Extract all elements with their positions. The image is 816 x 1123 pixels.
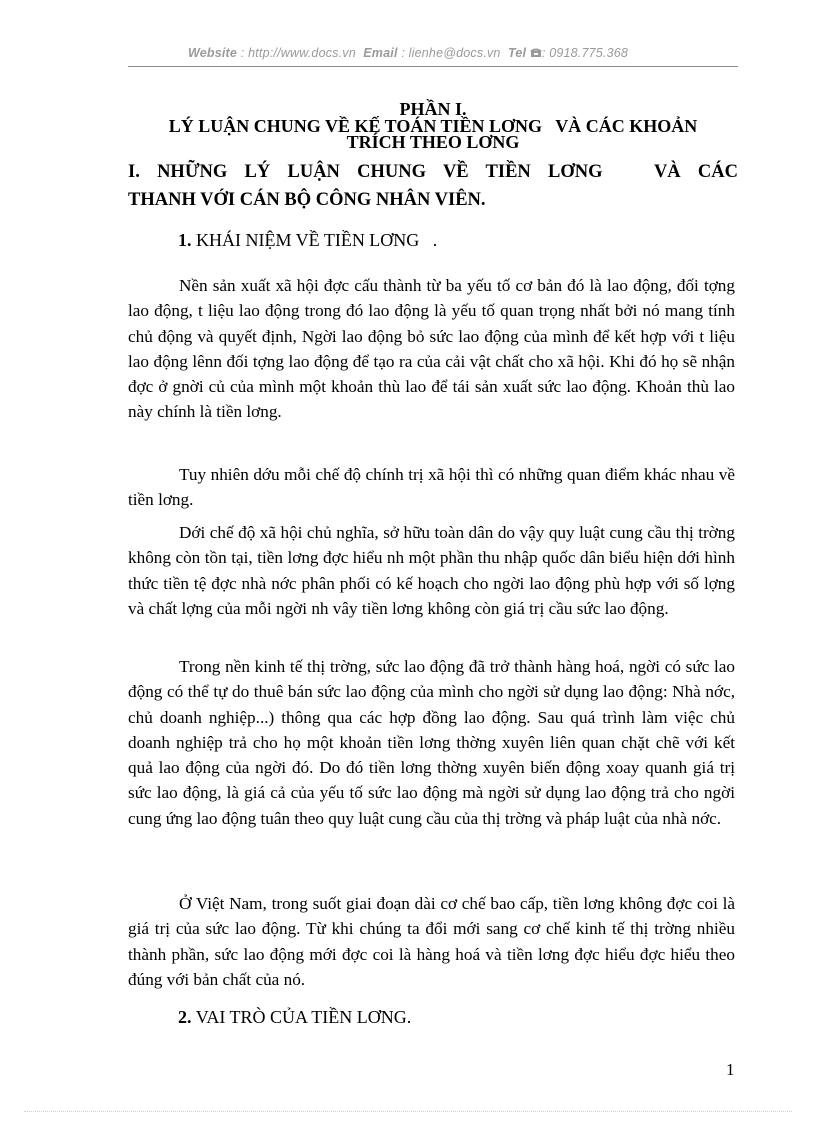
phone-icon: [530, 47, 542, 58]
website-label: Website: [187, 46, 238, 60]
subsection-2-heading: [178, 1007, 411, 1028]
paragraph-2: Tuy nhiên dớu mỗi chế độ chính trị xã hội thì có những quan điểm khác nhau về tiền lơng.: [128, 465, 735, 510]
email-label: Email: [363, 46, 398, 60]
subsection-1-title: KHÁI NIỆM VỀ TIỀN LƠNG .: [196, 230, 438, 250]
tel-value: : 0918.775.368: [541, 46, 629, 60]
website-value: : http://www.docs.vn: [240, 46, 356, 60]
page-number: 1: [726, 1060, 735, 1079]
paragraph-1: Nền sản xuất xã hội đợc cấu thành từ ba yếu tố cơ bản đó là lao động, đối tợng lao động, t liệu lao động trong đó lao động là yếu tố quan trọng nhất bởi nó mang tính chủ động và quyết định, Ngời lao động bỏ sức lao động của mình để kết hợp với t liệu lao động lênn đối tợng lao động để tạo ra của cải vật chất cho xã hội. Khi đó họ sẽ nhận đợc ở gnời củ của mình một khoản thù lao để tái sản xuất sức lao động. Khoản thù lao này chính là tiền lơng.: [128, 276, 735, 422]
section-heading-line1: I. NHỮNG LÝ LUẬN CHUNG VỀ TIỀN LƠNG VÀ CÁC: [128, 162, 738, 182]
page-header: [0, 46, 816, 60]
subsection-2-title: VAI TRÒ CỦA TIỀN LƠNG.: [195, 1007, 412, 1027]
part-label: PHẦN I.: [399, 99, 467, 119]
subsection-2-number: 2.: [178, 1007, 192, 1027]
subsection-1-number: 1.: [178, 230, 192, 250]
paragraph-4: Trong nền kinh tế thị trờng, sức lao động đã trở thành hàng hoá, ngời có sức lao động có thể tự do thuê bán sức lao động của mình cho ngời sử dụng lao động: Nhà nớc, chủ doanh nghiệp...) thông qua các hợp đồng lao động. Sau quá trình làm việc chủ doanh nghiệp trả cho họ một khoản tiền lơng thờng xuyên liên quan chặt chẽ với kết quả lao động của ngời đó. Do đó tiền lơng thờng xuyên biến động xoay quanh giá trị sức lao động, là giá cả của yếu tố sức lao động mà ngời sử dụng lao động trả cho ngời cung ứng lao động tuân theo quy luật cung cầu của thị trờng và pháp luật của nhà nớc.: [128, 657, 735, 828]
paragraph-5: Ở Việt Nam, trong suốt giai đoạn dài cơ chế bao cấp, tiền lơng không đợc coi là giá trị của sức lao động. Từ khi chúng ta đổi mới sang cơ chế kinh tế thị trờng nhiều thành phần, sức lao động mới đợc coi là hàng hoá và tiền lơng đợc hiểu đợc hiểu theo đúng với bản chất của nó.: [128, 894, 735, 989]
subsection-1-heading: [178, 230, 437, 251]
part-title-line2: TRÍCH THEO LƠNG: [346, 132, 520, 152]
footer-dotted-line: [24, 1111, 792, 1112]
part-title-line1: LÝ LUẬN CHUNG VỀ KẾ TOÁN TIỀN LƠNG VÀ CÁC KHOẢN: [168, 116, 698, 136]
tel-label: Tel: [507, 46, 527, 60]
header-divider: [128, 66, 738, 67]
paragraph-3: Dới chế độ xã hội chủ nghĩa, sở hữu toàn dân do vậy quy luật cung cầu thị trờng không còn tồn tại, tiền lơng đợc hiểu nh một phần thu nhập quốc dân biểu hiện dới hình thức tiền tệ đợc nhà nớc phân phối có kế hoạch cho ngời lao động phù hợp với số lợng và chất lợng của mỗi ngời nh vây tiền lơng không còn giá trị cầu sức lao động.: [128, 523, 735, 618]
section-heading-line2: THANH VỚI CÁN BỘ CÔNG NHÂN VIÊN.: [128, 190, 486, 210]
email-value: : lienhe@docs.vn: [401, 46, 501, 60]
